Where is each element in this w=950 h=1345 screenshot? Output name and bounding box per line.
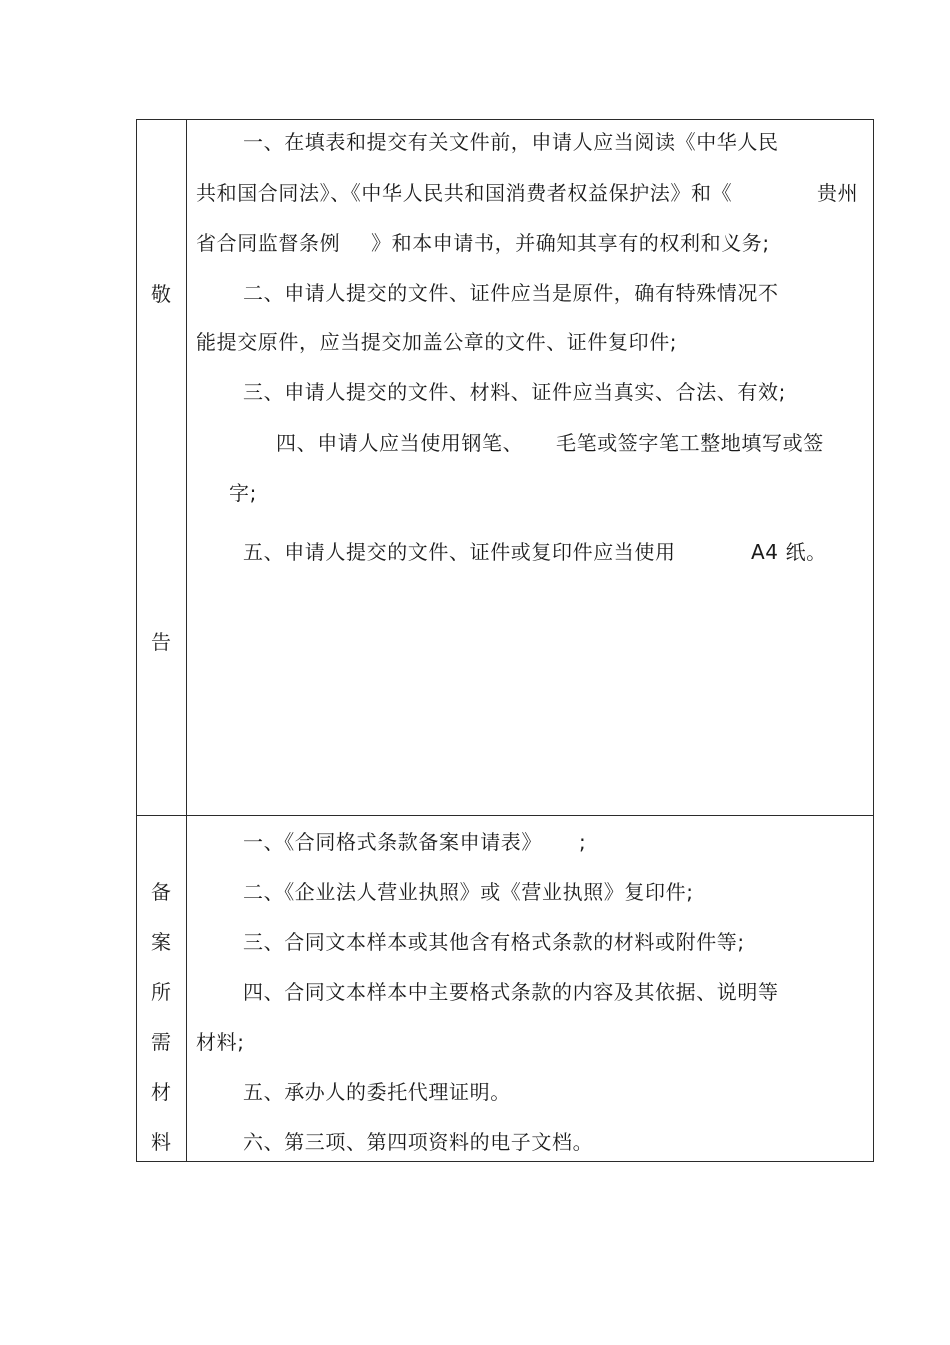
notice-line: 二、申请人提交的文件、证件应当是原件，确有特殊情况不 [243, 281, 779, 305]
materials-line: 五、承办人的委托代理证明。 [243, 1080, 511, 1104]
materials-line: ; [579, 830, 587, 854]
notice-line: 一、在填表和提交有关文件前，申请人应当阅读《中华人民 [243, 130, 779, 154]
notice-line: 省合同监督条例 [196, 231, 341, 255]
materials-label-char: 所 [151, 980, 171, 1004]
materials-line: 材料; [196, 1030, 245, 1054]
notice-line: 五、申请人提交的文件、证件或复印件应当使用 [243, 540, 676, 564]
notice-line: A4 纸。 [751, 540, 827, 564]
notice-label-char: 敬 [151, 282, 171, 306]
notice-line: 字; [229, 481, 257, 505]
materials-label-char: 材 [151, 1080, 171, 1104]
materials-label-char: 需 [151, 1030, 171, 1054]
materials-line: 二、《企业法人营业执照》或《营业执照》复印件; [243, 880, 694, 904]
notice-line: 四、申请人应当使用钢笔、 [276, 431, 524, 455]
materials-label-char: 料 [151, 1130, 171, 1154]
materials-line: 一、《合同格式条款备案申请表》 [243, 830, 542, 854]
materials-label-char: 案 [151, 930, 171, 954]
materials-line: 六、第三项、第四项资料的电子文档。 [243, 1130, 594, 1154]
notice-line: 》和本申请书，并确知其享有的权利和义务; [371, 231, 770, 255]
notice-line: 能提交原件，应当提交加盖公章的文件、证件复印件; [196, 330, 678, 354]
row-divider [136, 815, 874, 816]
notice-line: 贵州 [817, 181, 859, 205]
notice-line: 共和国合同法》、《中华人民共和国消费者权益保护法》和《 [196, 181, 733, 205]
notice-table-frame [136, 119, 874, 1162]
notice-line: 毛笔或签字笔工整地填写或签 [556, 431, 824, 455]
label-column-divider [186, 119, 187, 1162]
notice-line: 三、申请人提交的文件、材料、证件应当真实、合法、有效; [243, 380, 786, 404]
materials-line: 四、合同文本样本中主要格式条款的内容及其依据、说明等 [243, 980, 779, 1004]
materials-line: 三、合同文本样本或其他含有格式条款的材料或附件等; [243, 930, 745, 954]
materials-label-char: 备 [151, 880, 171, 904]
notice-label-char: 告 [151, 630, 171, 654]
